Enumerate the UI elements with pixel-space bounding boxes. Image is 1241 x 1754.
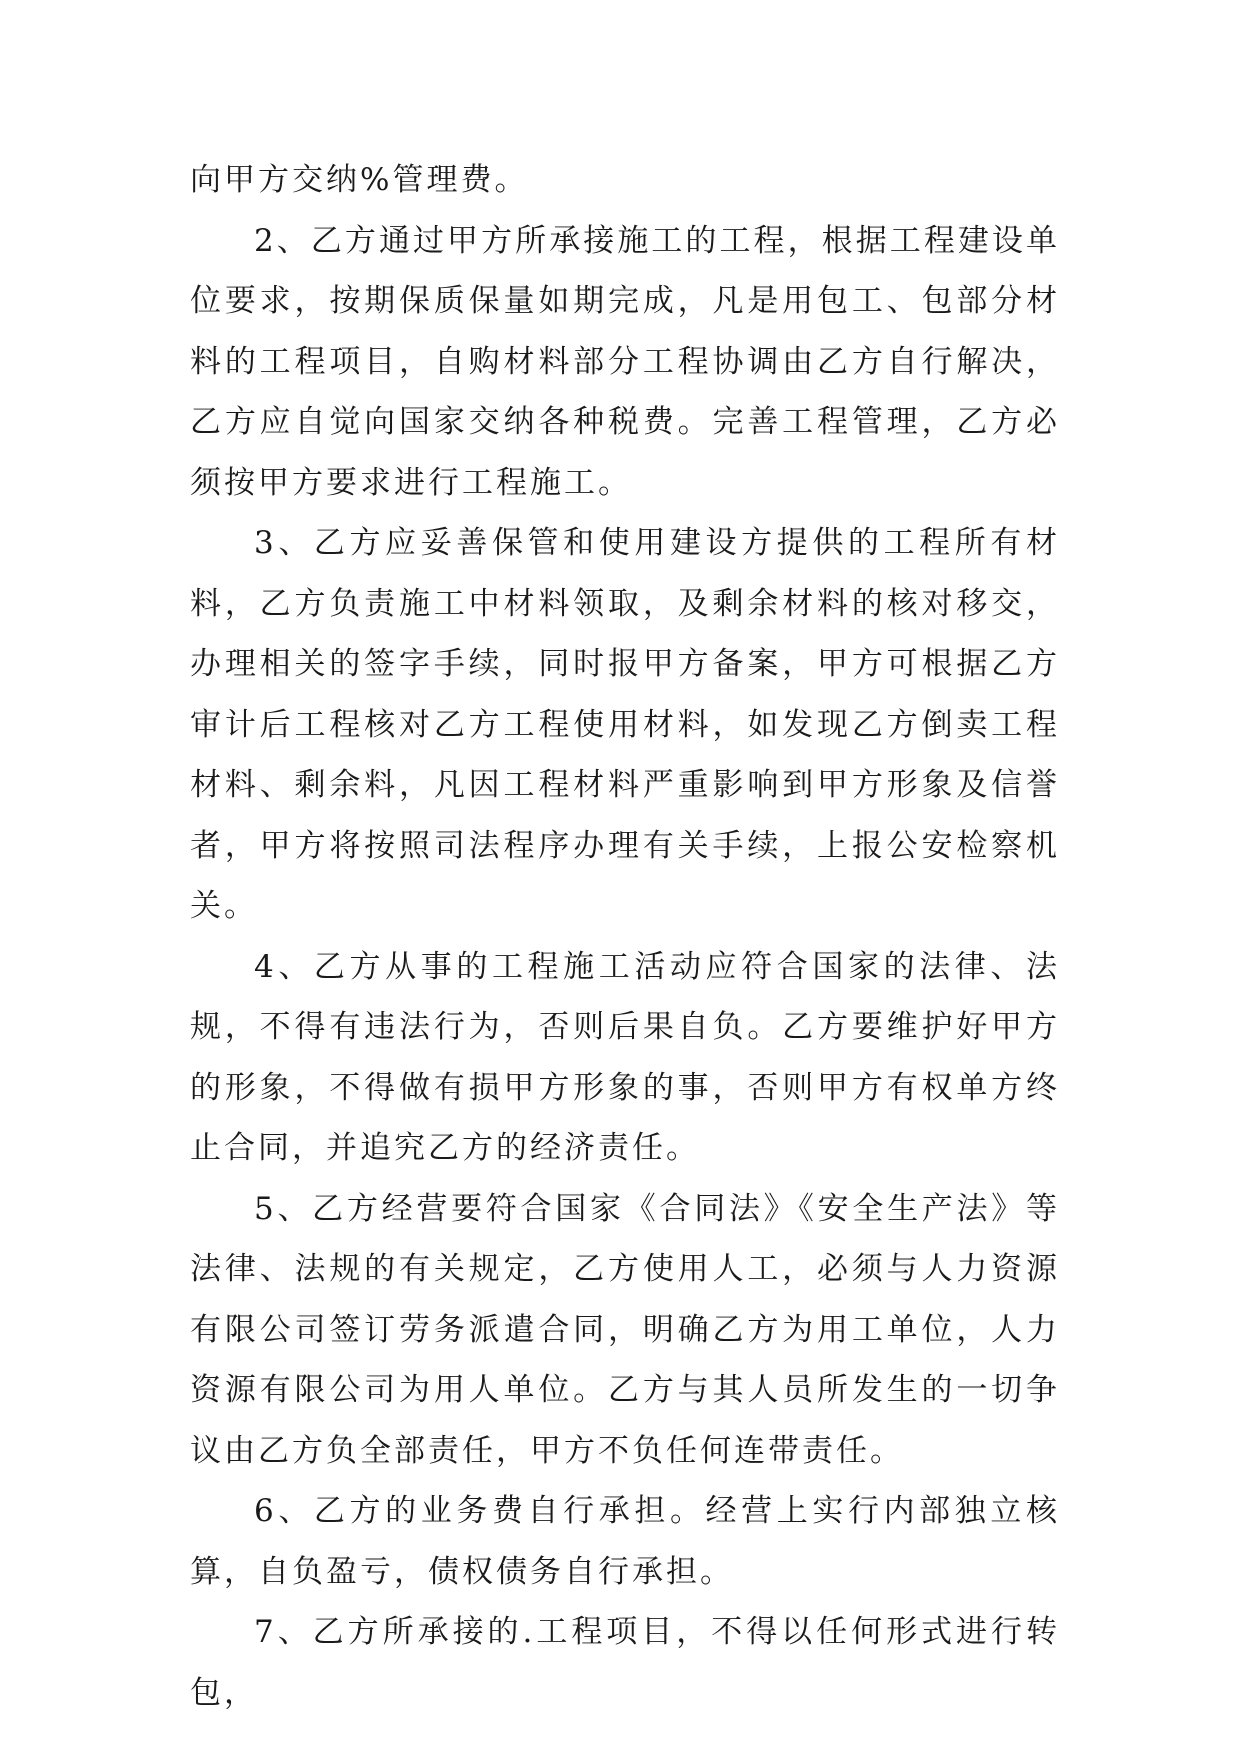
paragraph-continuation: 向甲方交纳%管理费。 xyxy=(190,162,529,198)
clause-3: 3、乙方应妥善保管和使用建设方提供的工程所有材料，乙方负责施工中材料领取，及剩余材料的核对移交，办理相关的签字手续，同时报甲方备案，甲方可根据乙方审计后工程核对乙方工程使用材料，如发现乙方倒卖工程材料、剩余料，凡因工程材料严重影响到甲方形象及信誉者，甲方将按照司法程序办理有关手续，上报公安检察机关。 xyxy=(190,525,1060,924)
clause-5: 5、乙方经营要符合国家《合同法》《安全生产法》等法律、法规的有关规定，乙方使用人工，必须与人力资源有限公司签订劳务派遣合同，明确乙方为用工单位，人力资源有限公司为用人单位。乙方与其人员所发生的一切争议由乙方负全部责任，甲方不负任何连带责任。 xyxy=(190,1190,1060,1469)
clause-4: 4、乙方从事的工程施工活动应符合国家的法律、法规，不得有违法行为，否则后果自负。乙方要维护好甲方的形象，不得做有损甲方形象的事，否则甲方有权单方终止合同，并追究乙方的经济责任。 xyxy=(190,948,1060,1166)
document-body xyxy=(190,150,1060,1723)
clause-7: 7、乙方所承接的.工程项目，不得以任何形式进行转包， xyxy=(190,1614,1060,1711)
clause-2: 2、乙方通过甲方所承接施工的工程，根据工程建设单位要求，按期保质保量如期完成，凡是用包工、包部分材料的工程项目，自购材料部分工程协调由乙方自行解决，乙方应自觉向国家交纳各种税费。完善工程管理，乙方必须按甲方要求进行工程施工。 xyxy=(190,222,1060,501)
clause-6: 6、乙方的业务费自行承担。经营上实行内部独立核算，自负盈亏，债权债务自行承担。 xyxy=(190,1493,1060,1590)
